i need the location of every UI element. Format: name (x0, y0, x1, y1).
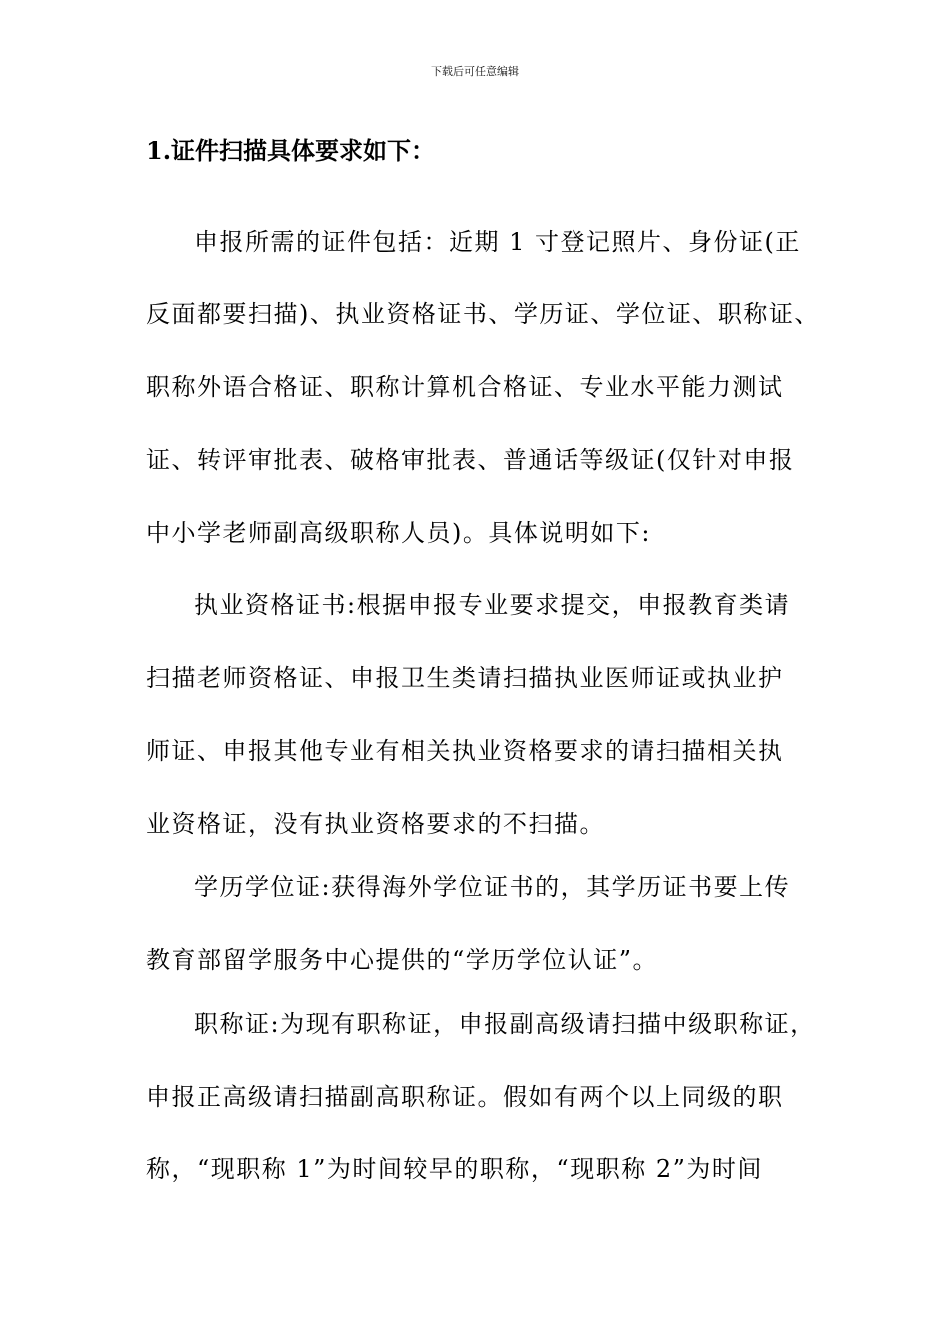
paragraph-line: 执业资格证书:根据申报专业要求提交，申报教育类请 (194, 591, 791, 619)
paragraph-line: 反面都要扫描)、执业资格证书、学历证、学位证、职称证、 (146, 300, 820, 328)
paragraph-line: 扫描老师资格证、申报卫生类请扫描执业医师证或执业护 (146, 664, 784, 692)
paragraph-line: 教育部留学服务中心提供的“学历学位认证”。 (146, 946, 659, 974)
paragraph-line: 证、转评审批表、破格审批表、普通话等级证(仅针对申报 (146, 446, 795, 474)
paragraph-line: 师证、申报其他专业有相关执业资格要求的请扫描相关执 (146, 737, 784, 765)
paragraph-line: 申报所需的证件包括：近期 1 寸登记照片、身份证(正 (194, 228, 801, 256)
section-heading: 1.证件扫描具体要求如下： (146, 136, 436, 165)
paragraph-line: 称，“现职称 1”为时间较早的职称，“现职称 2”为时间 (146, 1155, 763, 1183)
page-header: 下载后可任意编辑 (431, 65, 519, 78)
paragraph-line: 中小学老师副高级职称人员)。具体说明如下: (146, 519, 651, 547)
paragraph-line: 职称证:为现有职称证，申报副高级请扫描中级职称证， (194, 1010, 816, 1038)
paragraph-line: 申报正高级请扫描副高职称证。假如有两个以上同级的职 (146, 1083, 784, 1111)
paragraph-line: 学历学位证:获得海外学位证书的，其学历证书要上传 (194, 873, 791, 901)
paragraph-line: 业资格证，没有执业资格要求的不扫描。 (146, 810, 605, 838)
paragraph-line: 职称外语合格证、职称计算机合格证、专业水平能力测试 (146, 373, 784, 401)
